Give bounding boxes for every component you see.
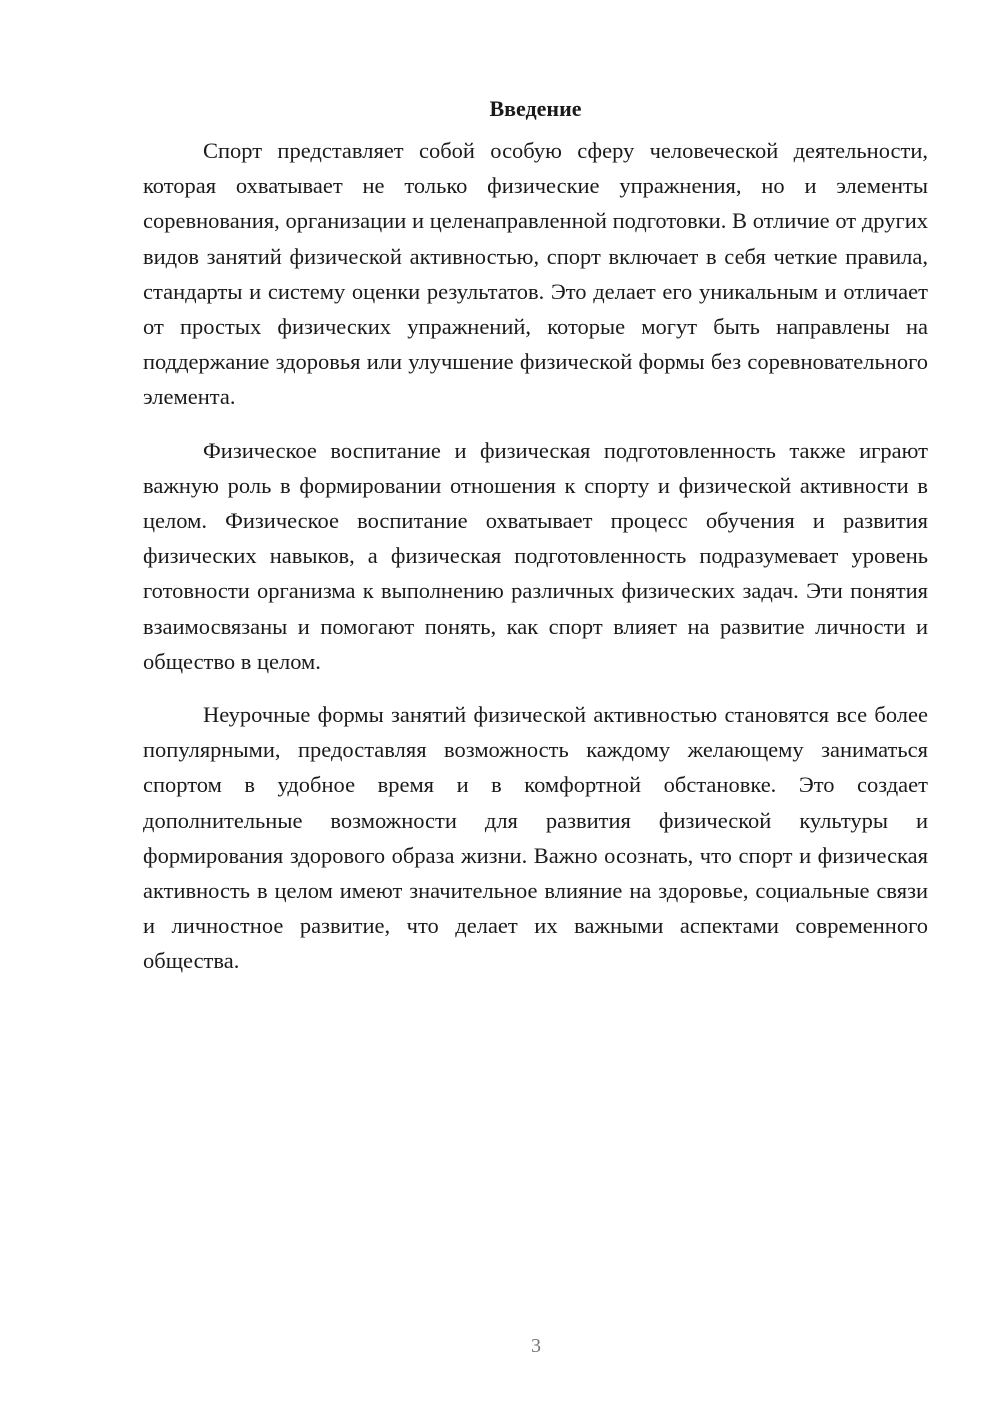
paragraph-3: Неурочные формы занятий физической активностью становятся все более популярными, предоставляя возможность каждому желающему заниматься спортом в удобное время и в комфортной обстановке. Это создает дополнительные возможности для развития физической культуры и формирования здорового образа жизни. Важно осознать, что спорт и физическая активность в целом имеют значительное влияние на здоровье, социальные связи и личностное развитие, что делает их важными аспектами современного общества. [143, 702, 928, 974]
page-content [143, 94, 928, 997]
paragraph-1: Спорт представляет собой особую сферу человеческой деятельности, которая охватывает не только физические упражнения, но и элементы соревнования, организации и целенаправленной подготовки. В отличие от других видов занятий физической активностью, спорт включает в себя четкие правила, стандарты и систему оценки результатов. Это делает его уникальным и отличает от простых физических упражнений, которые могут быть направлены на поддержание здоровья или улучшение физической формы без соревновательного элемента. [143, 138, 928, 410]
section-title: Введение [489, 96, 582, 121]
paragraph-2: Физическое воспитание и физическая подготовленность также играют важную роль в формировании отношения к спорту и физической активности в целом. Физическое воспитание охватывает процесс обучения и развития физических навыков, а физическая подготовленность подразумевает уровень готовности организма к выполнению различных физических задач. Эти понятия взаимосвязаны и помогают понять, как спорт влияет на развитие личности и общество в целом. [143, 437, 928, 674]
page-number: 3 [531, 1335, 541, 1357]
